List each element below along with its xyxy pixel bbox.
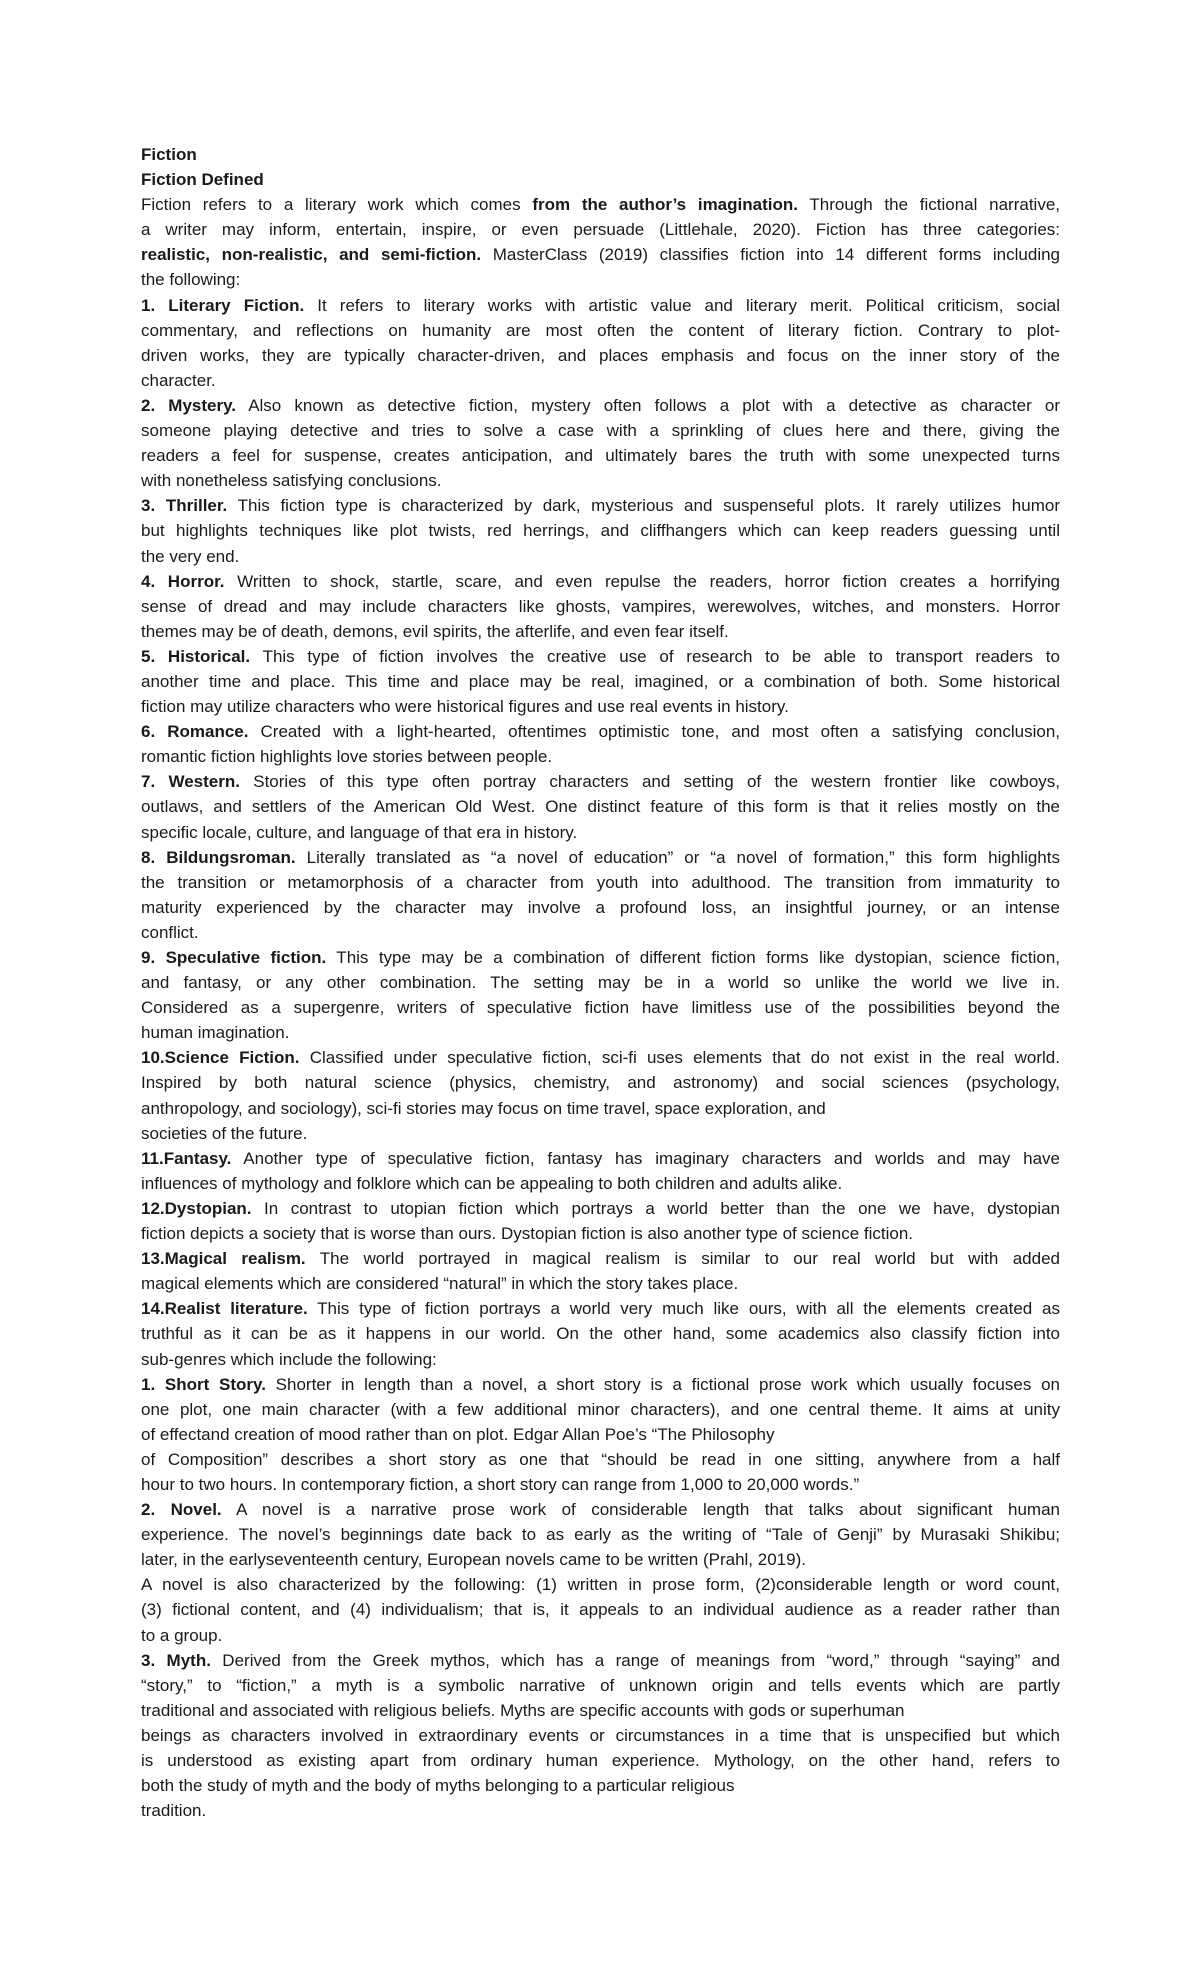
list-item-line xyxy=(141,1146,1060,1171)
list-item-line xyxy=(141,694,1060,719)
text-run: truthful as it can be as it happens in our world. On the other hand, some academics also classify fiction into xyxy=(141,1324,1060,1344)
list-item-line xyxy=(141,1472,1060,1497)
list-item xyxy=(141,1045,1060,1145)
intro-line xyxy=(141,242,1060,267)
text-run: but highlights techniques like plot twists, red herrings, and cliffhangers which can keep readers guessing until xyxy=(141,521,1060,541)
text-run: Through the fictional narrative, xyxy=(797,195,1060,215)
list-item-line xyxy=(141,1196,1060,1221)
list-item-line xyxy=(141,920,1060,945)
list-item-line xyxy=(141,1572,1060,1597)
list-item-line xyxy=(141,644,1060,669)
list-item-line xyxy=(141,1121,1060,1146)
text-run: the very end. xyxy=(141,546,240,566)
bold-term: 12.Dystopian. xyxy=(141,1198,252,1218)
list-item-line xyxy=(141,1171,1060,1196)
text-run: This type may be a combination of different fiction forms like dystopian, science fiction, xyxy=(326,948,1060,967)
text-run: The world portrayed in magical realism is similar to our real world but with added xyxy=(305,1249,1060,1269)
text-run: Derived from the Greek mythos, which has a range of meanings from “word,” through “saying” and xyxy=(210,1650,1060,1670)
text-run: romantic fiction highlights love stories between people. xyxy=(141,747,553,767)
bold-term: 1. Literary Fiction. xyxy=(141,295,305,315)
list-item-line xyxy=(141,1648,1060,1673)
list-item xyxy=(141,1146,1060,1196)
text-run: This fiction type is characterized by dark, mysterious and suspenseful plots. It rarely utilizes humor xyxy=(227,496,1060,516)
list-item-line xyxy=(141,493,1060,518)
list-item-line xyxy=(141,619,1060,644)
list-item xyxy=(141,1372,1060,1497)
list-item-line xyxy=(141,1698,1060,1723)
intro-line xyxy=(141,192,1060,217)
text-run: Fiction refers to a literary work which comes xyxy=(141,195,533,215)
bold-term: 2. Novel. xyxy=(141,1500,222,1520)
text-run: to a group. xyxy=(141,1625,223,1645)
list-item xyxy=(141,1648,1060,1824)
list-item-line xyxy=(141,744,1060,769)
list-item-line xyxy=(141,1070,1060,1095)
text-run: one plot, one main character (with a few additional minor characters), and one central theme. It aims at unity xyxy=(141,1399,1060,1419)
text-run: character. xyxy=(141,370,216,390)
text-run: themes may be of death, demons, evil spirits, the afterlife, and even fear itself. xyxy=(141,621,729,641)
text-run: anthropology, and sociology), sci-fi stories may focus on time travel, space exploration, and xyxy=(141,1098,826,1118)
list-item-line xyxy=(141,1773,1060,1798)
text-run: the following: xyxy=(141,270,241,290)
list-item-line xyxy=(141,1347,1060,1372)
list-item-line xyxy=(141,1221,1060,1246)
intro-line xyxy=(141,267,1060,292)
list-item xyxy=(141,569,1060,644)
text-run: Inspired by both natural science (physics, chemistry, and astronomy) and social sciences (psychology, xyxy=(141,1073,1060,1093)
list-item xyxy=(141,845,1060,945)
text-run: driven works, they are typically character-driven, and places emphasis and focus on the inner story of the xyxy=(141,345,1060,365)
text-run: A novel is also characterized by the following: (1) written in prose form, (2)considerable length or word count, xyxy=(141,1575,1060,1595)
list-item xyxy=(141,945,1060,1045)
intro-paragraph xyxy=(141,192,1060,292)
text-run: Created with a light-hearted, oftentimes optimistic tone, and most often a satisfying conclusion, xyxy=(248,722,1060,742)
list-item-line xyxy=(141,518,1060,543)
list-item xyxy=(141,1246,1060,1296)
text-run: the transition or metamorphosis of a character from youth into adulthood. The transition from immaturity to xyxy=(141,872,1060,892)
list-item-line xyxy=(141,318,1060,343)
list-item-line xyxy=(141,895,1060,920)
intro-line xyxy=(141,217,1060,242)
list-item-line xyxy=(141,1372,1060,1397)
list-item-line xyxy=(141,769,1060,794)
list-item-line xyxy=(141,569,1060,594)
text-run: sense of dread and may include characters like ghosts, vampires, werewolves, witches, and monsters. Horror xyxy=(141,596,1060,616)
text-run: beings as characters involved in extraordinary events or circumstances in a time that is unspecified but which xyxy=(141,1725,1060,1745)
text-run: Shorter in length than a novel, a short story is a fictional prose work which usually focuses on xyxy=(265,1374,1060,1394)
list-item-line xyxy=(141,719,1060,744)
list-item-line xyxy=(141,845,1060,870)
bold-term: 2. Mystery. xyxy=(141,395,237,415)
text-run: traditional and associated with religious beliefs. Myths are specific accounts with gods or superhuman xyxy=(141,1700,905,1720)
text-run: experience. The novel’s beginnings date back to as early as the writing of “Tale of Genji” by Murasaki Shikibu; xyxy=(141,1525,1060,1545)
bold-term: 14.Realist literature. xyxy=(141,1299,308,1319)
list-item xyxy=(141,769,1060,844)
text-run: someone playing detective and tries to solve a case with a sprinkling of clues here and there, giving the xyxy=(141,421,1060,441)
list-item-line xyxy=(141,1547,1060,1572)
list-item xyxy=(141,719,1060,769)
text-run: “story,” to “fiction,” a myth is a symbolic narrative of unknown origin and tells events which are partly xyxy=(141,1675,1060,1695)
text-run: another time and place. This time and place may be real, imagined, or a combination of both. Some historical xyxy=(141,671,1060,691)
text-run: outlaws, and settlers of the American Old West. One distinct feature of this form is that it relies mostly on the xyxy=(141,797,1060,817)
list-item xyxy=(141,644,1060,719)
text-run: A novel is a narrative prose work of considerable length that talks about significant human xyxy=(221,1500,1060,1520)
text-run: societies of the future. xyxy=(141,1123,308,1143)
text-run: Another type of speculative fiction, fantasy has imaginary characters and worlds and may have xyxy=(231,1148,1060,1168)
text-run: fiction depicts a society that is worse than ours. Dystopian fiction is also another type of science fiction. xyxy=(141,1224,913,1244)
list-item xyxy=(141,1497,1060,1648)
text-run: Written to shock, startle, scare, and even repulse the readers, horror fiction creates a horrifying xyxy=(224,571,1060,591)
text-run: of Composition” describes a short story as one that “should be read in one sitting, anywhere from a half xyxy=(141,1449,1060,1469)
text-run: magical elements which are considered “natural” in which the story takes place. xyxy=(141,1274,739,1294)
list-item-line xyxy=(141,1296,1060,1321)
list-item xyxy=(141,1296,1060,1371)
list-item-line xyxy=(141,1597,1060,1622)
bold-term: 6. Romance. xyxy=(141,722,249,742)
list-item-line xyxy=(141,343,1060,368)
list-item-line xyxy=(141,393,1060,418)
list-item-line xyxy=(141,1246,1060,1271)
bold-term: 3. Myth. xyxy=(141,1650,211,1670)
list-item-line xyxy=(141,995,1060,1020)
section-heading: Fiction Defined xyxy=(141,170,264,190)
list-item-line xyxy=(141,1397,1060,1422)
list-item-line xyxy=(141,1497,1060,1522)
list-item-line xyxy=(141,1623,1060,1648)
text-run: readers a feel for suspense, creates anticipation, and ultimately bares the truth with some unexpected turns xyxy=(141,446,1060,466)
list-item-line xyxy=(141,468,1060,493)
list-item-line xyxy=(141,368,1060,393)
list-item-line xyxy=(141,544,1060,569)
text-run: conflict. xyxy=(141,922,199,942)
list-item-line xyxy=(141,970,1060,995)
list-item-line xyxy=(141,1673,1060,1698)
list-item-line xyxy=(141,1422,1060,1447)
list-item-line xyxy=(141,1096,1060,1121)
list-item-line xyxy=(141,418,1060,443)
text-run: sub-genres which include the following: xyxy=(141,1349,437,1369)
list-item-line xyxy=(141,1045,1060,1070)
text-run: later, in the earlyseventeenth century, European novels came to be written (Prahl, 2019). xyxy=(141,1550,806,1570)
list-item-line xyxy=(141,594,1060,619)
bold-term: 13.Magical realism. xyxy=(141,1249,306,1269)
list-item xyxy=(141,393,1060,493)
text-run: human imagination. xyxy=(141,1023,290,1043)
list-item-line xyxy=(141,1748,1060,1773)
list-item-line xyxy=(141,1522,1060,1547)
list-item-line xyxy=(141,1321,1060,1346)
list-item-line xyxy=(141,1020,1060,1045)
text-run: and fantasy, or any other combination. The setting may be in a world so unlike the world we live in. xyxy=(141,973,1060,993)
list-item-line xyxy=(141,443,1060,468)
text-run: MasterClass (2019) classifies fiction into 14 different forms including xyxy=(481,245,1060,265)
text-run: (3) fictional content, and (4) individualism; that is, it appeals to an individual audience as a reader rather than xyxy=(141,1600,1060,1620)
bold-term: 11.Fantasy. xyxy=(141,1148,232,1168)
list-item xyxy=(141,1196,1060,1246)
bold-term: 9. Speculative fiction. xyxy=(141,948,327,967)
document-page xyxy=(141,142,1060,1823)
list-item-line xyxy=(141,794,1060,819)
text-run: Considered as a supergenre, writers of speculative fiction have limitless use of the possibilities beyond the xyxy=(141,998,1060,1018)
text-run: This type of fiction portrays a world very much like ours, with all the elements created as xyxy=(307,1299,1060,1319)
text-run: specific locale, culture, and language of that era in history. xyxy=(141,822,578,842)
text-run: It refers to literary works with artistic value and literary merit. Political criticism, social xyxy=(304,295,1060,315)
text-run: fiction may utilize characters who were historical figures and use real events in history. xyxy=(141,697,789,717)
list-item-line xyxy=(141,293,1060,318)
bold-term: 10.Science Fiction. xyxy=(141,1048,300,1068)
list-item xyxy=(141,493,1060,568)
list-item-line xyxy=(141,1798,1060,1823)
list-item-line xyxy=(141,1271,1060,1296)
text-run: with nonetheless satisfying conclusions. xyxy=(141,471,442,491)
text-run: both the study of myth and the body of myths belonging to a particular religious xyxy=(141,1776,735,1796)
bold-term: 1. Short Story. xyxy=(141,1374,266,1394)
fiction-forms-list xyxy=(141,293,1060,1824)
text-run: Literally translated as “a novel of education” or “a novel of formation,” this form highlights xyxy=(295,847,1060,867)
list-item-line xyxy=(141,870,1060,895)
bold-term: realistic, non-realistic, and semi-fiction. xyxy=(141,245,482,265)
text-run: maturity experienced by the character may involve a profound loss, an insightful journey, or an intense xyxy=(141,897,1060,917)
text-run: hour to two hours. In contemporary fiction, a short story can range from 1,000 to 20,000 words.” xyxy=(141,1474,860,1494)
list-item xyxy=(141,293,1060,393)
list-item-line xyxy=(141,1447,1060,1472)
document-title: Fiction xyxy=(141,145,197,164)
text-run: Classified under speculative fiction, sci-fi uses elements that do not exist in the real world. xyxy=(299,1048,1060,1068)
bold-term: 3. Thriller. xyxy=(141,496,228,516)
text-run: a writer may inform, entertain, inspire, or even persuade (Littlehale, 2020). Fiction has three categories: xyxy=(141,220,1060,240)
text-run: Also known as detective fiction, mystery often follows a plot with a detective as character or xyxy=(236,395,1060,415)
bold-term: from the author’s imagination. xyxy=(532,195,798,215)
text-run: Stories of this type often portray characters and setting of the western frontier like cowboys, xyxy=(239,772,1060,792)
text-run: of effectand creation of mood rather than on plot. Edgar Allan Poe’s “The Philosophy xyxy=(141,1424,775,1444)
text-run: This type of fiction involves the creative use of research to be able to transport readers to xyxy=(250,646,1060,666)
bold-term: 7. Western. xyxy=(141,772,240,792)
list-item-line xyxy=(141,1723,1060,1748)
text-run: commentary, and reflections on humanity are most often the content of literary fiction. Contrary to plot- xyxy=(141,320,1060,340)
text-run: tradition. xyxy=(141,1801,207,1821)
list-item-line xyxy=(141,669,1060,694)
bold-term: 4. Horror. xyxy=(141,571,225,591)
text-run: In contrast to utopian fiction which portrays a world better than the one we have, dystopian xyxy=(251,1198,1060,1218)
list-item-line xyxy=(141,820,1060,845)
text-run: is understood as existing apart from ordinary human experience. Mythology, on the other hand, refers to xyxy=(141,1751,1060,1770)
text-run: influences of mythology and folklore which can be appealing to both children and adults alike. xyxy=(141,1173,843,1193)
list-item-line xyxy=(141,945,1060,970)
bold-term: 8. Bildungsroman. xyxy=(141,847,296,867)
bold-term: 5. Historical. xyxy=(141,646,251,666)
